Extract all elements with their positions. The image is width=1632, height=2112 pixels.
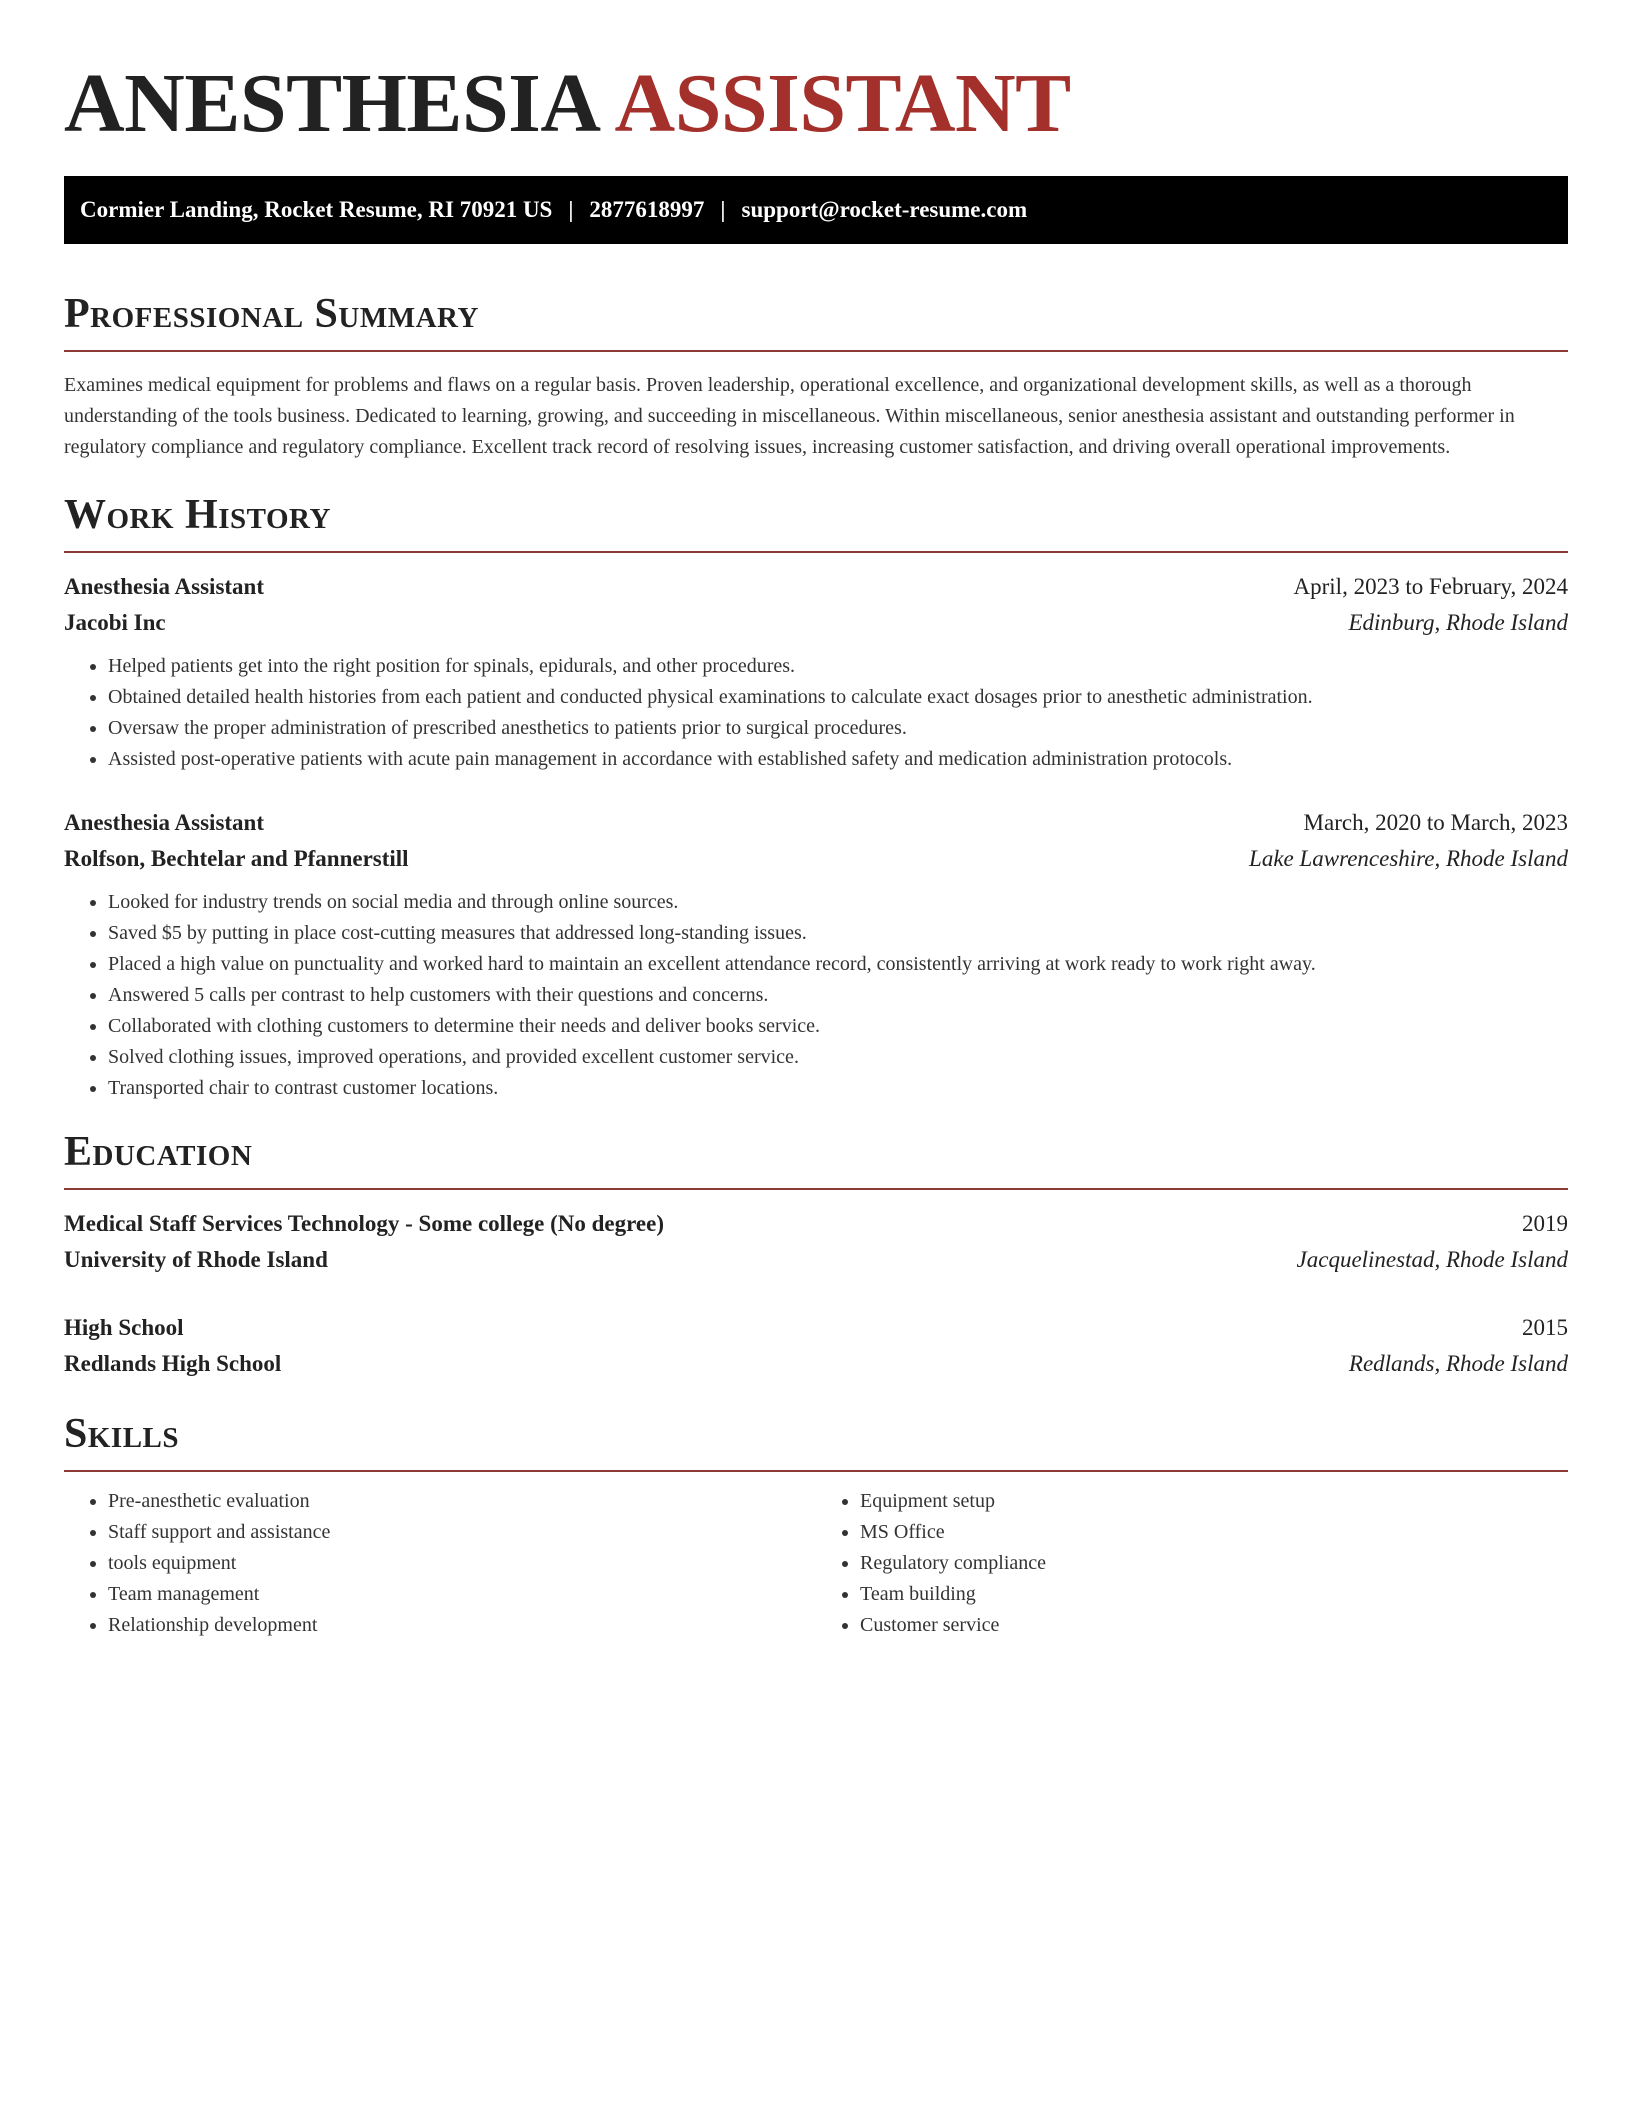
- summary-text: Examines medical equipment for problems and flaws on a regular basis. Proven leadership, operational excellence, and organizational development skills, as well as a thorough understanding of the tools business. Dedicated to learning, growing, and succeeding in miscellaneous. Within miscellaneous, senior anesthesia assistant and outstanding performer in regulatory compliance and regulatory compliance. Excellent track record of resolving issues, increasing customer satisfaction, and driving overall operational improvements.: [64, 374, 1515, 458]
- skill-item: • Pre-anesthetic evaluation: [108, 1486, 816, 1517]
- list-item: • Saved $5 by putting in place cost-cutting measures that addressed long-standing issues.: [108, 918, 1568, 949]
- job-role: Anesthesia Assistant: [64, 810, 265, 835]
- section-divider: [64, 1470, 1568, 1472]
- list-item: • Transported chair to contrast customer locations.: [108, 1073, 1568, 1104]
- job-company-row: [64, 841, 1568, 877]
- education-section: [64, 1126, 1568, 1382]
- skill-item: • Staff support and assistance: [108, 1517, 816, 1548]
- section-title-education: Education: [64, 1129, 253, 1175]
- skill-item: • Team building: [860, 1579, 1568, 1610]
- education-entry: [64, 1310, 1568, 1382]
- contact-separator: |: [720, 197, 726, 222]
- skill-item: • Regulatory compliance: [860, 1548, 1568, 1579]
- section-divider: [64, 350, 1568, 352]
- list-item: • Assisted post-operative patients with acute pain management in accordance with established safety and medication administration protocols.: [108, 744, 1568, 775]
- job-location: Edinburg, Rhode Island: [1348, 610, 1568, 635]
- education-entry: [64, 1206, 1568, 1278]
- list-item: • Placed a high value on punctuality and worked hard to maintain an excellent attendance record, consistently arriving at work ready to work right away.: [108, 949, 1568, 980]
- name-last: ASSISTANT: [614, 57, 1071, 150]
- list-item: • Obtained detailed health histories from each patient and conducted physical examinations to calculate exact dosages prior to anesthetic administration.: [108, 682, 1568, 713]
- job-bullets: [64, 887, 1568, 1104]
- skills-list-right: [816, 1486, 1568, 1641]
- name-first: ANESTHESIA: [64, 57, 601, 150]
- education-school-row: [64, 1346, 1568, 1382]
- contact-email[interactable]: support@rocket-resume.com: [741, 197, 1028, 222]
- summary-section: [64, 288, 1568, 463]
- section-title-skills: Skills: [64, 1411, 180, 1457]
- skills-list-left: [64, 1486, 816, 1641]
- skill-item: • Relationship development: [108, 1610, 816, 1641]
- list-item: • Collaborated with clothing customers to determine their needs and deliver books service.: [108, 1011, 1568, 1042]
- job-location: Lake Lawrenceshire, Rhode Island: [1249, 846, 1568, 871]
- job-header-row: [64, 805, 1568, 841]
- skill-item: • Equipment setup: [860, 1486, 1568, 1517]
- job-company: Rolfson, Bechtelar and Pfannerstill: [64, 846, 409, 871]
- job-company-row: [64, 605, 1568, 641]
- job-entry: [64, 569, 1568, 775]
- contact-separator: |: [568, 197, 574, 222]
- contact-address: Cormier Landing, Rocket Resume, RI 70921 US: [80, 197, 553, 222]
- job-entry: [64, 805, 1568, 1104]
- education-degree-row: [64, 1206, 1568, 1242]
- education-school: University of Rhode Island: [64, 1247, 328, 1272]
- contact-bar: [64, 176, 1568, 244]
- section-title-summary: Professional Summary: [64, 291, 479, 337]
- job-bullets: [64, 651, 1568, 775]
- education-location: Jacquelinestad, Rhode Island: [1296, 1247, 1568, 1272]
- education-school: Redlands High School: [64, 1351, 282, 1376]
- skills-section: [64, 1408, 1568, 1641]
- list-item: • Answered 5 calls per contrast to help customers with their questions and concerns.: [108, 980, 1568, 1011]
- list-item: • Helped patients get into the right position for spinals, epidurals, and other procedures.: [108, 651, 1568, 682]
- education-location: Redlands, Rhode Island: [1348, 1351, 1568, 1376]
- contact-phone[interactable]: 2877618997: [589, 197, 705, 222]
- education-degree-row: [64, 1310, 1568, 1346]
- education-degree: High School: [64, 1315, 184, 1340]
- job-header-row: [64, 569, 1568, 605]
- education-year: 2015: [1522, 1315, 1568, 1340]
- list-item: • Oversaw the proper administration of prescribed anesthetics to patients prior to surgical procedures.: [108, 713, 1568, 744]
- education-degree: Medical Staff Services Technology - Some college (No degree): [64, 1211, 664, 1236]
- education-school-row: [64, 1242, 1568, 1278]
- job-role: Anesthesia Assistant: [64, 574, 265, 599]
- job-dates: March, 2020 to March, 2023: [1303, 810, 1568, 835]
- education-year: 2019: [1522, 1211, 1568, 1236]
- job-company: Jacobi Inc: [64, 610, 166, 635]
- list-item: • Solved clothing issues, improved operations, and provided excellent customer service.: [108, 1042, 1568, 1073]
- section-divider: [64, 1188, 1568, 1190]
- section-divider: [64, 551, 1568, 553]
- work-history-section: [64, 489, 1568, 1104]
- skill-item: • tools equipment: [108, 1548, 816, 1579]
- skills-columns: [64, 1486, 1568, 1641]
- skill-item: • Team management: [108, 1579, 816, 1610]
- section-title-work: Work History: [64, 492, 331, 538]
- list-item: • Looked for industry trends on social media and through online sources.: [108, 887, 1568, 918]
- skill-item: • Customer service: [860, 1610, 1568, 1641]
- candidate-name: [64, 0, 1568, 152]
- job-dates: April, 2023 to February, 2024: [1293, 574, 1568, 599]
- skill-item: • MS Office: [860, 1517, 1568, 1548]
